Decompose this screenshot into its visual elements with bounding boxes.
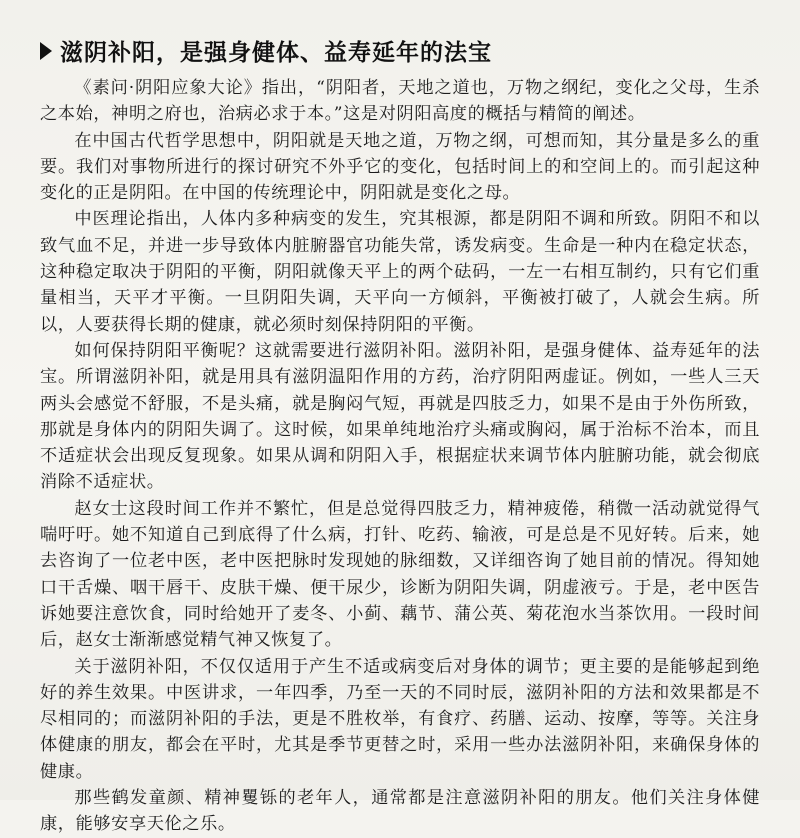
paragraph-4: 如何保持阴阳平衡呢？这就需要进行滋阴补阳。滋阴补阳，是强身健体、益寿延年的法宝。所谓滋阴补阳，就是用具有滋阴温阳作用的方药，治疗阴阳两虚证。例如，一些人三天两头会感觉不舒服，不是头痛，就是胸闷气短，再就是四肢乏力，如果不是由于外伤所致，那就是身体内的阴阳失调了。这时候，如果单纯地治疗头痛或胸闷，属于治标不治本，而且不适症状会出现反复现象。如果从调和阴阳入手，根据症状来调节体内脏腑功能，就会彻底消除不适症状。: [40, 340, 760, 493]
paragraph-7: 那些鹤发童颜、精神矍铄的老年人，通常都是注意滋阴补阳的朋友。他们关注身体健康，能够安享天伦之乐。: [40, 788, 760, 835]
paragraph-5: 赵女士这段时间工作并不繁忙，但是总觉得四肢乏力，精神疲倦，稍微一活动就觉得气喘吁吁。她不知道自己到底得了什么病，打针、吃药、输液，可是总是不见好转。后来，她去咨询了一位老中医，老中医把脉时发现她的脉细数，又详细咨询了她目前的情况。得知她口干舌燥、咽干唇干、皮肤干燥、便干尿少，诊断为阴阳失调，阴虚液亏。于是，老中医告诉她要注意饮食，同时给她开了麦冬、小蓟、藕节、蒲公英、菊花泡水当茶饮用。一段时间后，赵女士渐渐感觉精气神又恢复了。: [40, 498, 760, 651]
paragraph-6: 关于滋阴补阳，不仅仅适用于产生不适或病变后对身体的调节；更主要的是能够起到绝好的养生效果。中医讲求，一年四季，乃至一天的不同时辰，滋阴补阳的方法和效果都是不尽相同的；而滋阴补阳的手法，更是不胜枚举，有食疗、药膳、运动、按摩，等等。关注身体健康的朋友，都会在平时，尤其是季节更替之时，采用一些办法滋阴补阳，来确保身体的健康。: [40, 656, 760, 782]
paragraph-2: 在中国古代哲学思想中，阴阳就是天地之道，万物之纲，可想而知，其分量是多么的重要。我们对事物所进行的探讨研究不外乎它的变化，包括时间上的和空间上的。而引起这种变化的正是阴阳。在中国的传统理论中，阴阳就是变化之母。: [40, 130, 760, 204]
body-text: [40, 75, 760, 838]
section-heading: [40, 34, 760, 67]
paragraph-3: 中医理论指出，人体内多种病变的发生，究其根源，都是阴阳不调和所致。阴阳不和以致气血不足，并进一步导致体内脏腑器官功能失常，诱发病变。生命是一种内在稳定状态，这种稳定取决于阴阳的平衡，阴阳就像天平上的两个砝码，一左一右相互制约，只有它们重量相当，天平才平衡。一旦阴阳失调，天平向一方倾斜，平衡被打破了，人就会生病。所以，人要获得长期的健康，就必须时刻保持阴阳的平衡。: [40, 209, 760, 335]
triangle-bullet-icon: [40, 42, 52, 60]
heading-title: 滋阴补阳，是强身健体、益寿延年的法宝: [60, 40, 492, 66]
paragraph-1: 《素问·阴阳应象大论》指出，“阴阳者，天地之道也，万物之纲纪，变化之父母，生杀之本始，神明之府也，治病必求于本。”这是对阴阳高度的概括与精简的阐述。: [40, 78, 760, 125]
